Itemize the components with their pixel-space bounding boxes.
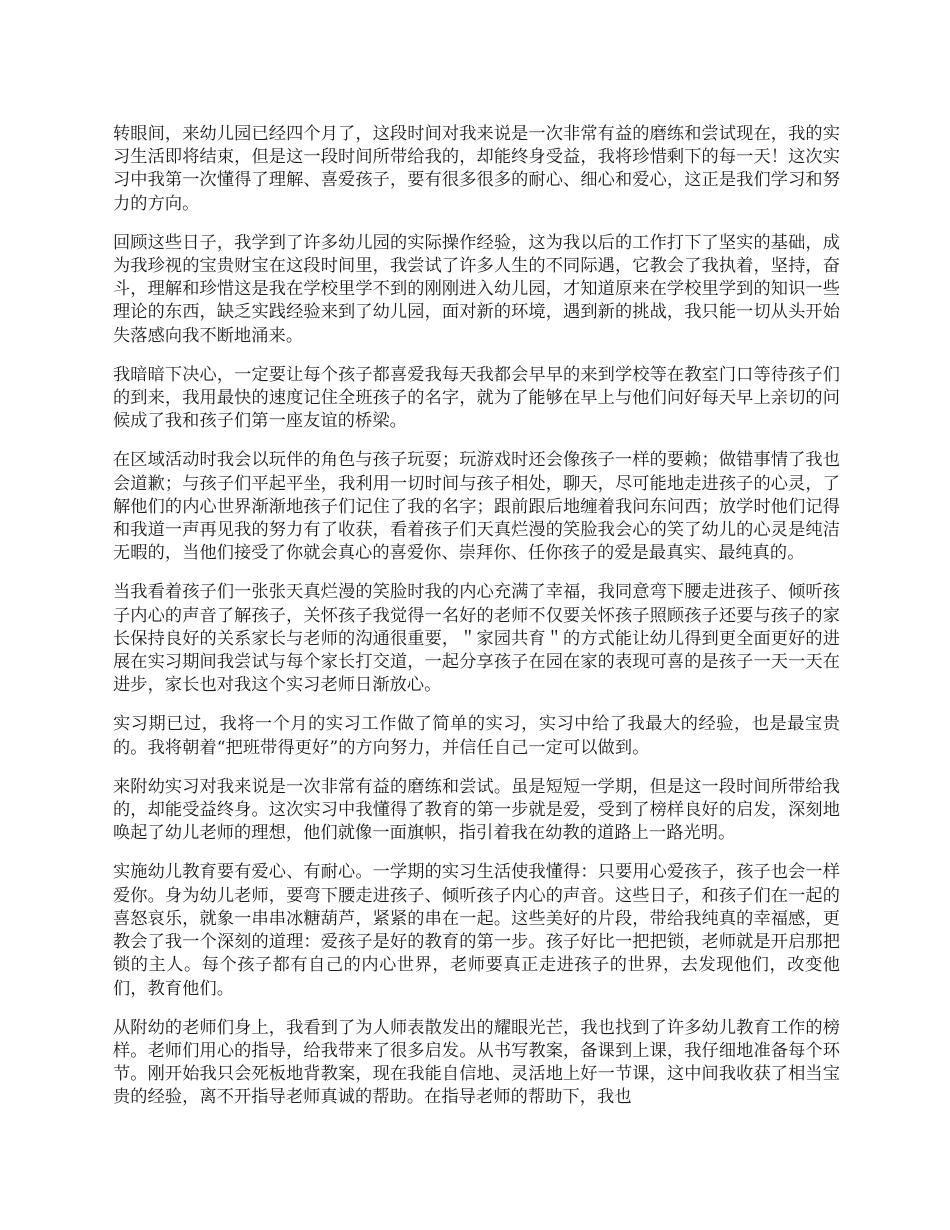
document-body [113, 123, 840, 1126]
paragraph-2: 回顾这些日子，我学到了许多幼儿园的实际操作经验，这为我以后的工作打下了坚实的基础，成为我珍视的宝贵财宝在这段时间里，我尝试了许多人生的不同际遇，它教会了我执着，坚持，奋斗，理解和珍惜这是我在学校里学不到的刚刚进入幼儿园，才知道原来在学校里学到的知识一些理论的东西，缺乏实践经验来到了幼儿园，面对新的环境，遇到新的挑战，我只能一切从头开始失落感向我不断地涌来。 [113, 232, 840, 346]
paragraph-4: 在区域活动时我会以玩伴的角色与孩子玩耍；玩游戏时还会像孩子一样的要赖；做错事情了我也会道歉；与孩子们平起平坐，我利用一切时间与孩子相处，聊天，尽可能地走进孩子的心灵，了解他们的内心世界渐渐地孩子们记住了我的名字；跟前跟后地缠着我问东问西；放学时他们记得和我道一声再见我的努力有了收获，看着孩子们天真烂漫的笑脸我会心的笑了幼儿的心灵是纯洁无暇的，当他们接受了你就会真心的喜爱你、崇拜你、任你孩子的爱是最真实、最纯真的。 [113, 450, 840, 564]
paragraph-5: 当我看着孩子们一张张天真烂漫的笑脸时我的内心充满了幸福，我同意弯下腰走进孩子、倾听孩子内心的声音了解孩子，关怀孩子我觉得一名好的老师不仅要关怀孩子照顾孩子还要与孩子的家长保持良好的关系家长与老师的沟通很重要，＂家园共育＂的方式能让幼儿得到更全面更好的进展在实习期间我尝试与每个家长打交道，一起分享孩子在园在家的表现可喜的是孩子一天一天在进步，家长也对我这个实习老师日渐放心。 [113, 582, 840, 696]
paragraph-3: 我暗暗下决心，一定要让每个孩子都喜爱我每天我都会早早的来到学校等在教室门口等待孩子们的到来，我用最快的速度记住全班孩子的名字，就为了能够在早上与他们问好每天早上亲切的问候成了我和孩子们第一座友谊的桥梁。 [113, 364, 840, 432]
paragraph-9: 从附幼的老师们身上，我看到了为人师表散发出的耀眼光芒，我也找到了许多幼儿教育工作的榜样。老师们用心的指导，给我带来了很多启发。从书写教案，备课到上课，我仔细地准备每个环节。刚开始我只会死板地背教案，现在我能自信地、灵活地上好一节课，这中间我收获了相当宝贵的经验，离不开指导老师真诚的帮助。在指导老师的帮助下，我也 [113, 1017, 840, 1108]
paragraph-6: 实习期已过，我将一个月的实习工作做了简单的实习，实习中给了我最大的经验，也是最宝贵的。我将朝着“把班带得更好”的方向努力，并信任自己一定可以做到。 [113, 714, 840, 758]
paragraph-7: 来附幼实习对我来说是一次非常有益的磨练和尝试。虽是短短一学期，但是这一段时间所带给我的，却能受益终身。这次实习中我懂得了教育的第一步就是爱，受到了榜样良好的启发，深刻地唤起了幼儿老师的理想，他们就像一面旗帜，指引着我在幼教的道路上一路光明。 [113, 776, 840, 844]
paragraph-8: 实施幼儿教育要有爱心、有耐心。一学期的实习生活使我懂得：只要用心爱孩子，孩子也会一样爱你。身为幼儿老师，要弯下腰走进孩子、倾听孩子内心的声音。这些日子，和孩子们在一起的喜怒哀乐，就象一串串冰糖葫芦，紧紧的串在一起。这些美好的片段，带给我纯真的幸福感，更教会了我一个深刻的道理：爱孩子是好的教育的第一步。孩子好比一把把锁，老师就是开启那把锁的主人。每个孩子都有自己的内心世界，老师要真正走进孩子的世界，去发现他们，改变他们，教育他们。 [113, 862, 840, 999]
paragraph-1: 转眼间，来幼儿园已经四个月了，这段时间对我来说是一次非常有益的磨练和尝试现在，我的实习生活即将结束，但是这一段时间所带给我的，却能终身受益，我将珍惜剩下的每一天！这次实习中我第一次懂得了理解、喜爱孩子，要有很多很多的耐心、细心和爱心，这正是我们学习和努力的方向。 [113, 124, 840, 214]
